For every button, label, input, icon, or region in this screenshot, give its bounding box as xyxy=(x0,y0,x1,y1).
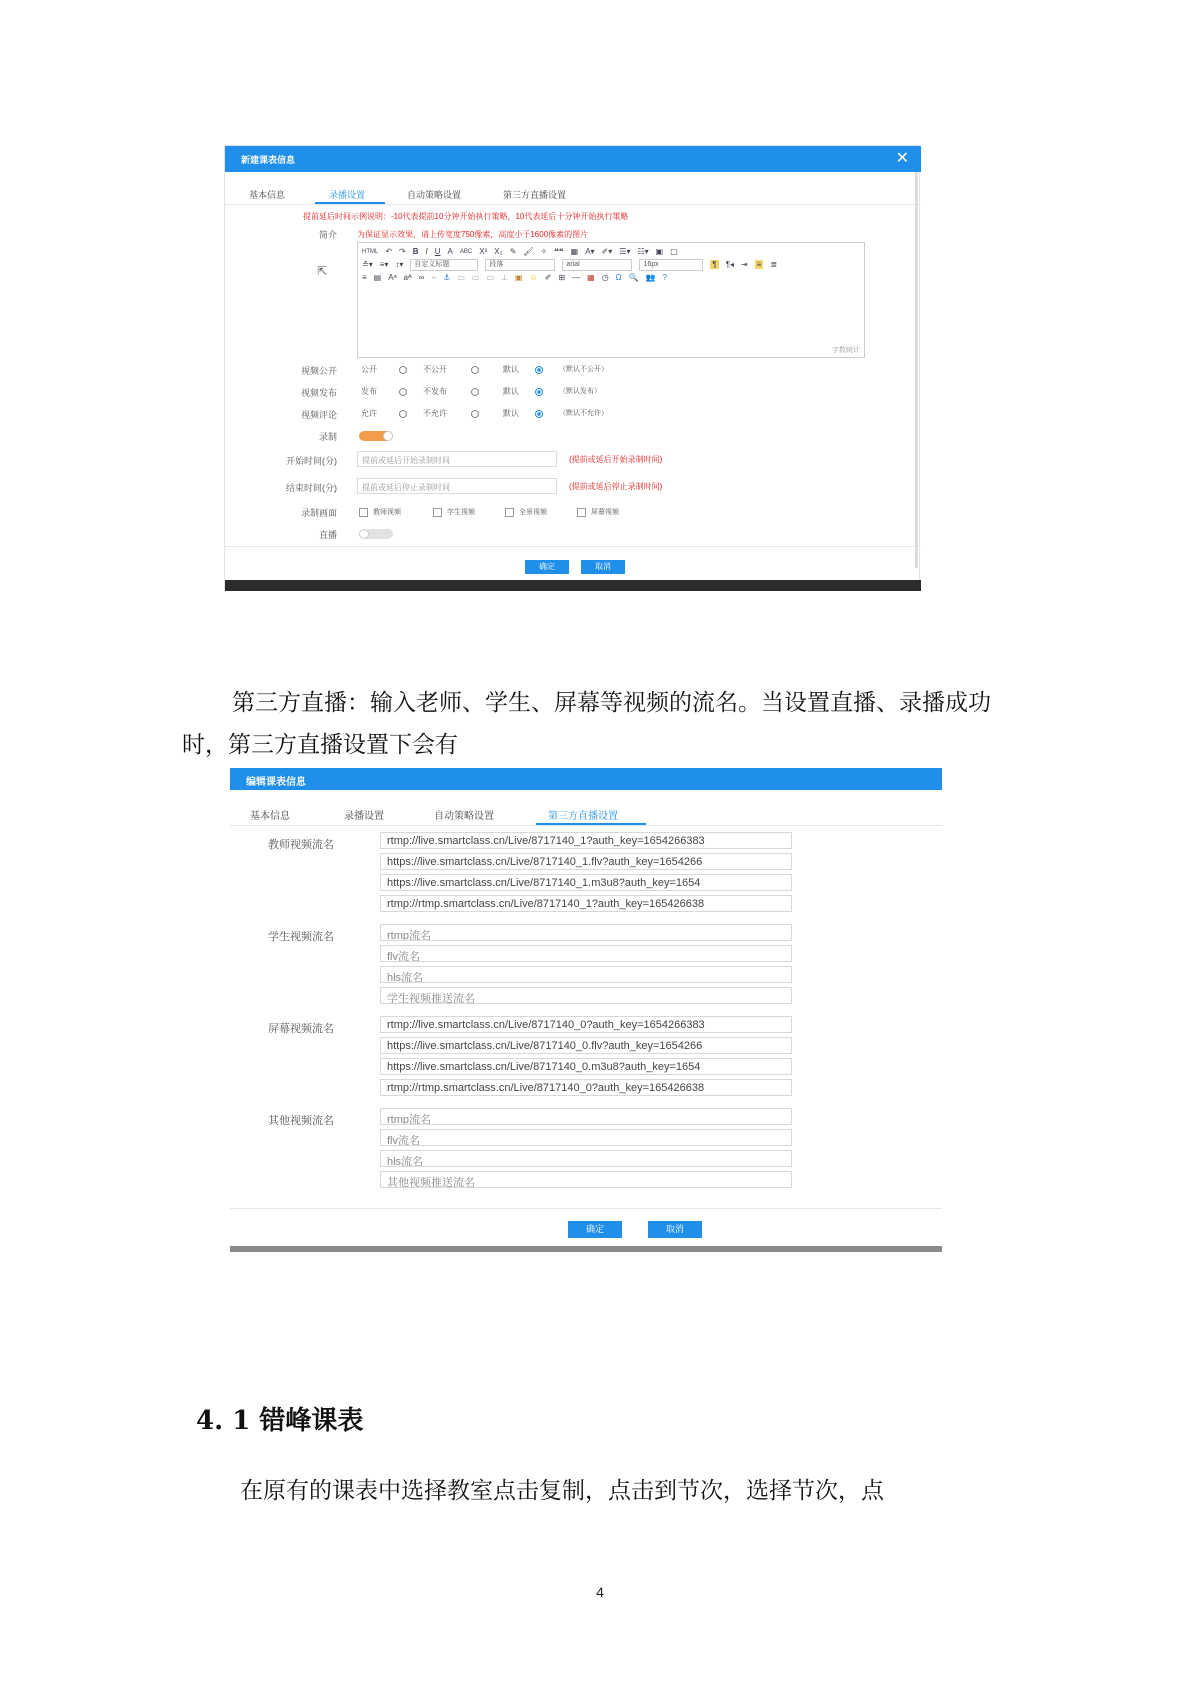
teacher-stream-label: 教师视频流名 xyxy=(268,839,334,851)
option-label: 发布 xyxy=(361,387,377,396)
checkbox-teacher-video[interactable] xyxy=(359,508,368,517)
align-left-icon[interactable]: ≡ xyxy=(756,260,762,269)
start-time-input[interactable]: 提前或延后开始录制时间 xyxy=(357,451,557,467)
start-time-note: (提前或延后开始录制时间) xyxy=(569,455,663,464)
align-justify-icon[interactable]: ▤ xyxy=(373,273,382,282)
page-number: 4 xyxy=(596,1584,604,1600)
screen-flv-input[interactable]: https://live.smartclass.cn/Live/8717140_0.flv?auth_key=1654266 xyxy=(380,1037,792,1054)
special-char-icon[interactable]: Ω xyxy=(615,273,622,282)
option-label: 不允许 xyxy=(423,409,447,418)
paragraph-line-2: 时，第三方直播设置下会有 xyxy=(182,732,458,758)
undo-icon[interactable]: ↶ xyxy=(385,247,393,256)
teacher-hls-input[interactable]: https://live.smartclass.cn/Live/8717140_1.m3u8?auth_key=1654 xyxy=(380,874,792,891)
background-color-icon[interactable]: ✐▾ xyxy=(601,247,613,256)
intro-hint: 为保证显示效果，请上传宽度750像素，高度小于1600像素的图片 xyxy=(357,230,589,239)
radio-option-default[interactable] xyxy=(535,410,543,418)
editor-toolbar-row-1 xyxy=(358,245,864,258)
new-schedule-dialog xyxy=(224,145,920,591)
screen-hls-input[interactable]: https://live.smartclass.cn/Live/8717140_0.m3u8?auth_key=1654 xyxy=(380,1058,792,1075)
option-label: 默认 xyxy=(503,365,519,374)
bold-icon[interactable]: B xyxy=(412,247,419,256)
option-label: 允许 xyxy=(361,409,377,418)
align-center-icon[interactable]: ≣ xyxy=(770,260,778,269)
end-time-note: (提前或延后停止录制时间) xyxy=(569,482,663,491)
dialog-title: 编辑课表信息 xyxy=(246,777,306,788)
anchor-icon[interactable]: ⚓ xyxy=(443,273,451,282)
tab-divider xyxy=(225,204,921,205)
eraser-icon[interactable]: ✎ xyxy=(509,247,517,256)
default-note: （默认不允许） xyxy=(559,410,608,417)
record-toggle[interactable] xyxy=(359,431,393,441)
time-icon[interactable]: ◷ xyxy=(601,273,609,282)
radio-option-default[interactable] xyxy=(535,366,543,374)
tab-auto-strategy[interactable]: 自动策略设置 xyxy=(434,811,494,822)
radio-option-1[interactable] xyxy=(399,388,407,396)
editor-toolbar-row-3 xyxy=(358,271,864,284)
footer-divider xyxy=(225,546,921,547)
help-icon[interactable]: ? xyxy=(662,273,668,282)
lowercase-icon[interactable]: aᴬ xyxy=(403,273,412,282)
screen-push-input[interactable]: rtmp://rtmp.smartclass.cn/Live/8717140_0?auth_key=165426638 xyxy=(380,1079,792,1096)
radio-option-2[interactable] xyxy=(471,410,479,418)
cancel-button[interactable]: 取消 xyxy=(581,560,625,574)
date-icon[interactable]: ▦ xyxy=(587,273,595,282)
end-time-label: 结束时间(分) xyxy=(286,483,337,493)
preview-icon[interactable]: 👥 xyxy=(645,273,656,282)
tab-divider xyxy=(230,825,942,826)
confirm-button[interactable]: 确定 xyxy=(568,1221,622,1238)
checkbox-label: 屏幕视频 xyxy=(591,509,619,516)
paragraph-2: 在原有的课表中选择教室点击复制，点击到节次，选择节次，点 xyxy=(240,1478,884,1504)
radio-option-default[interactable] xyxy=(535,388,543,396)
option-label: 默认 xyxy=(503,409,519,418)
insert-image-icon[interactable]: ▣ xyxy=(514,273,523,282)
auto-format-icon[interactable]: ✧ xyxy=(540,247,548,256)
search-replace-icon[interactable]: 🔍 xyxy=(628,273,639,282)
line-height-icon[interactable]: ↕▾ xyxy=(395,260,404,269)
redo-icon[interactable]: ↷ xyxy=(399,247,406,256)
row-spacing-top-icon[interactable]: ≛▾ xyxy=(362,260,373,269)
checkbox-label: 学生视频 xyxy=(447,509,475,516)
checkbox-label: 全景视频 xyxy=(519,509,547,516)
scrawl-icon[interactable]: ✐ xyxy=(544,273,552,282)
radio-row-label: 视频发布 xyxy=(300,388,337,398)
toggle-knob xyxy=(383,431,393,441)
radio-row-label: 视频评论 xyxy=(300,410,337,420)
paragraph-line-1: 第三方直播：输入老师、学生、屏幕等视频的流名。当设置直播、录播成功 xyxy=(232,690,991,716)
format-brush-icon[interactable]: 🖌 xyxy=(523,247,534,256)
direction-rtl-icon[interactable]: ¶◂ xyxy=(725,260,735,269)
option-label: 默认 xyxy=(503,387,519,396)
select-all-icon[interactable]: ▣ xyxy=(655,247,664,256)
superscript-icon[interactable]: X² xyxy=(479,247,488,256)
unordered-list-icon[interactable]: ☷▾ xyxy=(637,247,649,256)
student-rtmp-input[interactable]: rtmp流名 xyxy=(380,924,792,941)
default-note: （默认不公开） xyxy=(559,366,608,373)
dialog-bottom-bar xyxy=(230,1246,942,1252)
other-flv-input[interactable]: flv流名 xyxy=(380,1129,792,1146)
record-label: 录制 xyxy=(318,432,337,442)
image-left-icon[interactable]: ▭ xyxy=(471,273,480,282)
checkbox-student-video[interactable] xyxy=(433,508,442,517)
tab-auto-strategy[interactable]: 自动策略设置 xyxy=(407,190,462,200)
screen-label: 录制画面 xyxy=(300,508,337,518)
option-label: 公开 xyxy=(361,365,377,374)
html-source-button[interactable]: HTML xyxy=(362,248,379,255)
clear-doc-icon[interactable]: ▢ xyxy=(670,247,678,256)
font-family-select[interactable]: arial xyxy=(562,259,632,271)
unlink-icon[interactable]: ⌁ xyxy=(431,273,437,282)
start-time-label: 开始时间(分) xyxy=(286,456,337,466)
option-label: 不发布 xyxy=(423,387,447,396)
cancel-button[interactable]: 取消 xyxy=(648,1221,702,1238)
insert-frame-icon[interactable]: ⊞ xyxy=(558,273,566,282)
other-push-input[interactable]: 其他视频推送流名 xyxy=(380,1171,792,1188)
rich-text-editor[interactable] xyxy=(357,242,865,358)
align-right-icon[interactable]: ≡ xyxy=(362,273,367,282)
confirm-button[interactable]: 确定 xyxy=(525,560,569,574)
font-color-icon[interactable]: A▾ xyxy=(585,247,595,256)
heading-select[interactable]: 自定义标题 xyxy=(410,259,478,271)
dialog-scrollbar[interactable] xyxy=(915,172,918,568)
dialog-header xyxy=(225,146,921,172)
image-center-icon[interactable]: ⊥ xyxy=(501,273,508,282)
border-icon[interactable]: A xyxy=(447,247,453,256)
horizontal-rule-icon[interactable]: — xyxy=(572,273,581,282)
word-count: 字数统计 xyxy=(832,347,860,354)
indent-icon[interactable]: ⇥ xyxy=(741,260,748,269)
section-heading: 4. 1 错峰课表 xyxy=(196,1406,364,1436)
paste-text-icon[interactable]: ▦ xyxy=(570,247,579,256)
tab-basic-info[interactable]: 基本信息 xyxy=(249,190,286,200)
toggle-knob xyxy=(359,529,369,539)
link-icon[interactable]: ∞ xyxy=(418,273,425,282)
uppercase-icon[interactable]: Aᵃ xyxy=(388,273,397,282)
checkbox-panorama-video[interactable] xyxy=(505,508,514,517)
screen-stream-label: 屏幕视频流名 xyxy=(268,1023,334,1035)
direction-ltr-icon[interactable]: ¶ xyxy=(712,260,717,269)
paragraph-select[interactable]: 段落 xyxy=(485,259,555,271)
tab-third-party-live[interactable]: 第三方直播设置 xyxy=(503,190,567,200)
teacher-push-input[interactable]: rtmp://rtmp.smartclass.cn/Live/8717140_1?auth_key=165426638 xyxy=(380,895,792,912)
other-rtmp-input[interactable]: rtmp流名 xyxy=(380,1108,792,1125)
option-label: 不公开 xyxy=(423,365,447,374)
subscript-icon[interactable]: X₂ xyxy=(494,247,503,256)
dialog-title: 新建课表信息 xyxy=(241,155,296,165)
intro-label: 简介 xyxy=(318,230,337,240)
other-stream-label: 其他视频流名 xyxy=(268,1115,334,1127)
screen-rtmp-input[interactable]: rtmp://live.smartclass.cn/Live/8717140_0?auth_key=1654266383 xyxy=(380,1016,792,1033)
tab-basic-info[interactable]: 基本信息 xyxy=(250,811,290,822)
editor-toolbar-row-2 xyxy=(358,258,864,271)
image-none-icon[interactable]: ▭ xyxy=(457,273,465,282)
tab-recording[interactable]: 录播设置 xyxy=(329,190,366,200)
radio-row-label: 视频公开 xyxy=(300,366,337,376)
footer-divider xyxy=(230,1208,942,1209)
cursor-icon: ⇱ xyxy=(317,264,328,278)
dialog-bottom-bar xyxy=(225,580,921,591)
font-size-select[interactable]: 16px xyxy=(639,259,703,271)
ordered-list-icon[interactable]: ☰▾ xyxy=(619,247,631,256)
strikethrough-icon[interactable]: ABC xyxy=(459,248,473,255)
default-note: （默认发布） xyxy=(559,388,601,395)
italic-icon[interactable]: I xyxy=(425,247,428,256)
student-flv-input[interactable]: flv流名 xyxy=(380,945,792,962)
edit-schedule-dialog xyxy=(230,768,942,1252)
emotion-icon[interactable]: ☺ xyxy=(529,273,538,282)
student-hls-input[interactable]: hls流名 xyxy=(380,966,792,983)
radio-option-1[interactable] xyxy=(399,366,407,374)
underline-icon[interactable]: U xyxy=(434,247,441,256)
time-notice: 提前延后时间示例说明：-10代表提前10分钟开始执行策略，10代表延后十分钟开始执行策略 xyxy=(303,212,629,221)
checkbox-label: 教师视频 xyxy=(373,509,401,516)
end-time-input[interactable]: 提前或延后停止录制时间 xyxy=(357,478,557,494)
close-icon[interactable]: ✕ xyxy=(895,150,909,167)
teacher-rtmp-input[interactable]: rtmp://live.smartclass.cn/Live/8717140_1?auth_key=1654266383 xyxy=(380,832,792,849)
image-right-icon[interactable]: ▭ xyxy=(486,273,495,282)
blockquote-icon[interactable]: ❝❝ xyxy=(554,247,564,256)
tab-recording[interactable]: 录播设置 xyxy=(344,811,384,822)
other-hls-input[interactable]: hls流名 xyxy=(380,1150,792,1167)
radio-option-2[interactable] xyxy=(471,366,479,374)
checkbox-screen-video[interactable] xyxy=(577,508,586,517)
student-push-input[interactable]: 学生视频推送流名 xyxy=(380,987,792,1004)
dialog-header xyxy=(230,768,942,790)
row-spacing-bottom-icon[interactable]: ≡▾ xyxy=(379,260,389,269)
live-toggle[interactable] xyxy=(359,529,393,539)
live-label: 直播 xyxy=(318,530,337,540)
radio-option-2[interactable] xyxy=(471,388,479,396)
radio-option-1[interactable] xyxy=(399,410,407,418)
teacher-flv-input[interactable]: https://live.smartclass.cn/Live/8717140_1.flv?auth_key=1654266 xyxy=(380,853,792,870)
student-stream-label: 学生视频流名 xyxy=(268,931,334,943)
tab-third-party-live[interactable]: 第三方直播设置 xyxy=(548,811,618,822)
